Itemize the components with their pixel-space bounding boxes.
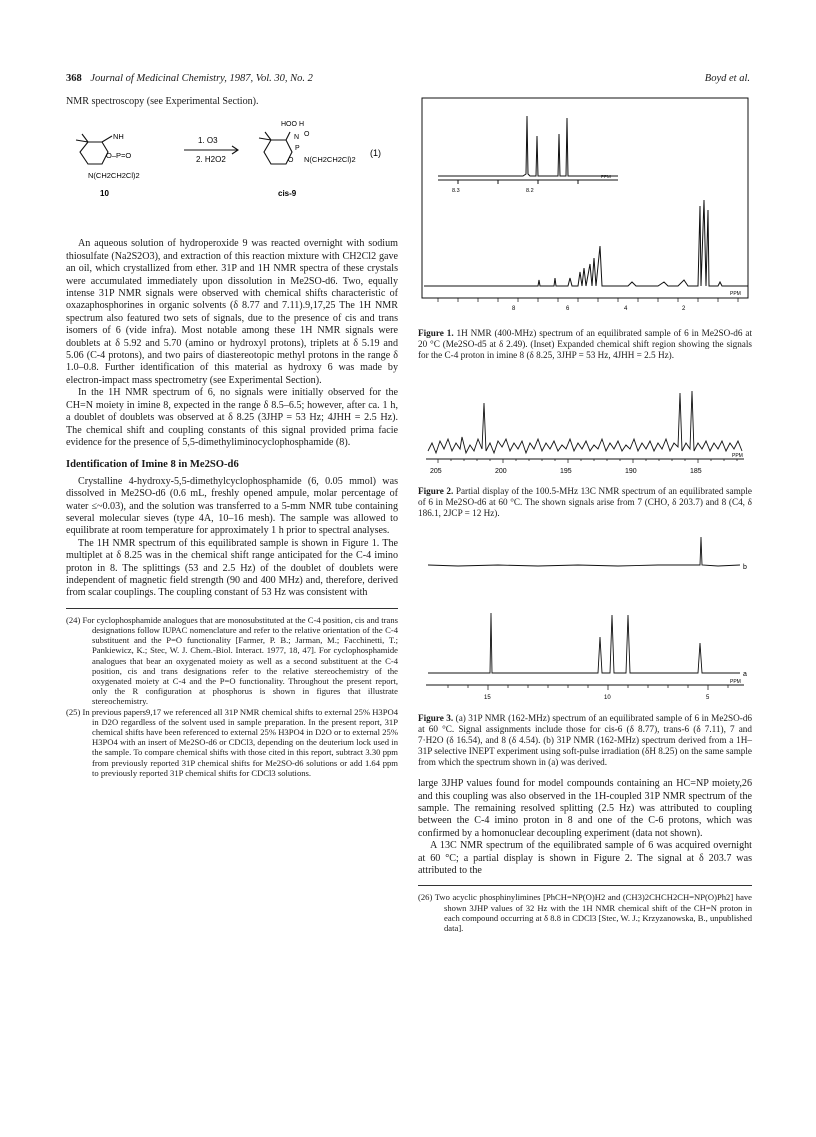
product-mustard-label: N(CH2CH2Cl)2 bbox=[304, 155, 356, 165]
figure-1 bbox=[418, 96, 752, 361]
fig1-tick-2: 2 bbox=[682, 306, 686, 312]
paragraph-13c: A 13C NMR spectrum of the equilibrated sample of 6 was acquired overnight at 60 °C; a partial display is shown in Figure 2. The signal at δ 203.7 was attributed to the bbox=[418, 840, 752, 877]
product-oxo-label: O bbox=[304, 131, 310, 139]
figure-1-caption bbox=[418, 328, 752, 361]
compound-cis9-label: cis-9 bbox=[278, 189, 297, 199]
trace-b-label: b bbox=[743, 563, 747, 571]
footnote-25: (25) In previous papers9,17 we referenced all 31P NMR chemical shifts to external 25% H3PO4 in D2O regardless of the solvent used in sample preparation. In the present report, 31P chemical shifts have been referenced to external 25% H3PO4 in D2O or to external 25% H3PO4 with an insert of Me2SO-d6 or CDCl3, depending on the deuterium lock used in the sample. To compare chemical shifts with those cited in this report, subtract 3.30 ppm from previously reported 31P chemical shifts for Me2SO-d6 solutions or add 1.64 ppm to previously reported 31P chemical shifts for CDCl3 solutions. bbox=[66, 706, 398, 778]
figure-2-spectrum bbox=[418, 373, 752, 477]
fig3-tick-5: 5 bbox=[706, 694, 710, 701]
figure-1-caption-text: 1H NMR (400-MHz) spectrum of an equilibrated sample of 6 in Me2SO-d6 at 20 °C (Me2SO-d5 at δ 2.49). (Inset) Expanded chemical shift region showing the signals for the C-4 proton in imine 8 (δ 8.25, 3JHP = 53 Hz, 4JHH = 2.5 Hz). bbox=[418, 328, 753, 361]
footnote-26: (26) Two acyclic phosphinylimines [PhCH=NP(O)H2 and (CH3)2CHCH2CH=NP(O)Ph2] have shown 3JHP values of 32 Hz with the 1H NMR chemical shift of the CH=N proton in each compound occurring at δ 8.8 in CDCl3 [Stec, W. J.; Krzyzanowska, B., unpublished data]. bbox=[418, 892, 752, 934]
paragraph-figure1-discussion: The 1H NMR spectrum of this equilibrated sample is shown in Figure 1. The multiplet at δ 8.25 was in the chemical shift range anticipated for the C-4 imino proton in 8. The splittings (53 and 2.5 Hz) of the doublet of doublets were independent of magnetic field strength (90 and 400 MHz) and, therefore, derived from scalar couplings. The coupling constant of 53 Hz was consistent with bbox=[66, 537, 398, 599]
figure-2 bbox=[418, 373, 752, 518]
trace-a-label: a bbox=[743, 670, 747, 678]
step2-label: 2. H2O2 bbox=[196, 155, 226, 165]
page-number: 368 bbox=[66, 73, 82, 84]
fig3-tick-10: 10 bbox=[604, 694, 611, 701]
right-column bbox=[418, 96, 752, 933]
reaction-scheme bbox=[66, 112, 398, 234]
left-column bbox=[66, 96, 398, 778]
inset-tick-8-2: 8.2 bbox=[526, 188, 534, 194]
footnote-24: (24) For cyclophosphamide analogues that are monosubstituted at the C-4 position, cis and trans designations follow IUPAC nomenclature and refer to the relative orientation of the C-4 substituent and the P=O functionality [Farmer, P. B.; Jarman, M.; Facchinetti, T.; Pankiewicz, K.; Stec, W. J. Chem.-Biol. Interact. 1977, 18, 47]. For cyclophosphamide analogues that bear an oxygenated moiety as well as a second substituent at the C-4 position, cis and trans designations refer to the relative stereochemistry of the oxygenated moiety at C-4 and the P=O functionality. Throughout the present report, only the R configuration at phosphorus is shown in figures that illustrate stereochemistry. bbox=[66, 614, 398, 707]
product-hoo-label: HOO bbox=[281, 121, 297, 129]
reactant-nh-label: NH bbox=[113, 132, 124, 142]
figure-3-caption-text: (a) 31P NMR (162-MHz) spectrum of an equilibrated sample of 6 in Me2SO-d6 at 60 °C. Signal assignments include those for cis-6 (δ 8.77), trans-6 (δ 7.11), 7 and 7·H2O (δ 16.54), and 8 (δ 4.54). (b) 31P NMR (162-MHz) spectrum derived from a 1H–31P selective INEPT experiment using soft-pulse irradiation (δH 8.25) on the same sample from which the spectrum shown in (a) was derived. bbox=[418, 713, 753, 768]
fig2-tick-195: 195 bbox=[560, 468, 572, 476]
fig1-tick-4: 4 bbox=[624, 306, 628, 312]
figure-3-spectrum bbox=[418, 533, 752, 705]
equation-number: (1) bbox=[370, 148, 381, 159]
figure-1-label: Figure 1. bbox=[418, 328, 454, 339]
product-p-label: P bbox=[295, 145, 300, 153]
reactant-mustard-label: N(CH2CH2Cl)2 bbox=[88, 171, 140, 181]
figure-2-label: Figure 2. bbox=[418, 485, 454, 496]
fig2-tick-185: 185 bbox=[690, 468, 702, 476]
fig1-tick-8: 8 bbox=[512, 306, 516, 312]
fig1-tick-6: 6 bbox=[566, 306, 570, 312]
figure-3-caption bbox=[418, 713, 752, 768]
authors: Boyd et al. bbox=[704, 73, 750, 84]
figure-2-caption-text: Partial display of the 100.5-MHz 13C NMR spectrum of an equilibrated sample of 6 in Me2SO-d6 at 60 °C. The shown signals arise from 7 (CHO, δ 203.7) and 8 (C4, δ 186.1, 2JCP = 12 Hz). bbox=[418, 485, 752, 518]
footnote-rule-right bbox=[418, 885, 752, 886]
product-h-label: H bbox=[299, 121, 305, 129]
footnote-rule bbox=[66, 608, 398, 609]
intro-line: NMR spectroscopy (see Experimental Section). bbox=[66, 96, 259, 107]
fig3-ppm-label: PPM bbox=[730, 678, 741, 685]
fig2-ppm-label: PPM bbox=[732, 453, 743, 460]
paragraph-hydroxy-6: An aqueous solution of hydroperoxide 9 was reacted overnight with sodium thiosulfate (Na2S2O3), and extraction of this reaction mixture with CH2Cl2 gave an oil, which crystallized from ether. 31P and 1H NMR spectra of these crystals were accumulated immediately upon dissolution in Me2SO-d6. Two, equally intense 31P NMR signals were observed with chemical shifts characteristic of oxazaphosphorines in organic solvents (δ 8.77 and 7.11).9,17,25 The 1H NMR spectrum also featured two sets of signals, due to the presence of cis and trans isomers of 6 (vide infra). Most notable among these 1H NMR signals were doublets at δ 5.92 and 5.70 (amino or hydroxyl protons), triplets at δ 5.19 and 5.06 (C-4 protons), and two pairs of diastereotopic methyl protons in the range δ 1.0–0.8. Further identification of this material as hydroxy 6 was made by electron-impact mass spectrometry (see Experimental Section). bbox=[66, 238, 398, 386]
inset-ppm-label: PPM bbox=[601, 174, 611, 179]
journal-citation: Journal of Medicinal Chemistry, 1987, Vol. 30, No. 2 bbox=[90, 73, 313, 84]
fig2-tick-205: 205 bbox=[430, 468, 442, 476]
section-heading: Identification of Imine 8 in Me2SO-d6 bbox=[66, 459, 239, 471]
figure-3 bbox=[418, 533, 752, 768]
paragraph-procedure: Crystalline 4-hydroxy-5,5-dimethylcyclophosphamide (6, 0.05 mmol) was dissolved in Me2SO-d6 (0.6 mL, freshly opened ampule, molar percentage of water ≤~0.03), and the solution was transferred to a 5-mm NMR tube containing several molecular sieves (type 4A, 10–16 mesh). The sample was allowed to equilibrate at room temperature for approximately 1 h prior to spectral analyses. bbox=[66, 475, 398, 537]
inset-tick-8-3: 8.3 bbox=[452, 188, 460, 194]
fig2-tick-200: 200 bbox=[495, 468, 507, 476]
paragraph-coupling: large 3JHP values found for model compounds containing an HC=NP moiety,26 and this coupling was also observed in the 1H-coupled 31P NMR spectrum of the sample. The remaining resolved splitting (2.5 Hz) was attributed to coupling between the C-4 imino proton in 8 and one of the C-6 protons, which was confirmed by a homonuclear decoupling experiment (data not shown). bbox=[418, 778, 752, 839]
figure-2-caption bbox=[418, 486, 752, 519]
figure-3-label: Figure 3. bbox=[418, 713, 454, 724]
compound-10-label: 10 bbox=[100, 189, 109, 199]
running-header bbox=[66, 73, 750, 87]
figure-1-spectrum bbox=[418, 96, 752, 320]
step1-label: 1. O3 bbox=[198, 136, 218, 146]
fig1-ppm-label: PPM bbox=[730, 291, 741, 297]
product-ring-o-label: O bbox=[288, 157, 294, 165]
reactant-po-label: O–P=O bbox=[106, 151, 132, 161]
reaction-scheme-drawing bbox=[66, 112, 398, 234]
paragraph-imine-8: In the 1H NMR spectrum of 6, no signals were initially observed for the CH=N moiety in imine 8, expected in the range δ 8.5–6.5; however, after ca. 1 h, a doublet of doublets was observed at δ 8.25 (3JHP = 53 Hz; 4JHH = 2.5 Hz). The chemical shift and coupling constants of this signal provided prima facie evidence for the presence of 5,5-dimethyliminocyclophosphamide (8). bbox=[66, 387, 398, 448]
fig2-tick-190: 190 bbox=[625, 468, 637, 476]
fig3-tick-15: 15 bbox=[484, 694, 491, 701]
product-n-label: N bbox=[294, 134, 300, 142]
